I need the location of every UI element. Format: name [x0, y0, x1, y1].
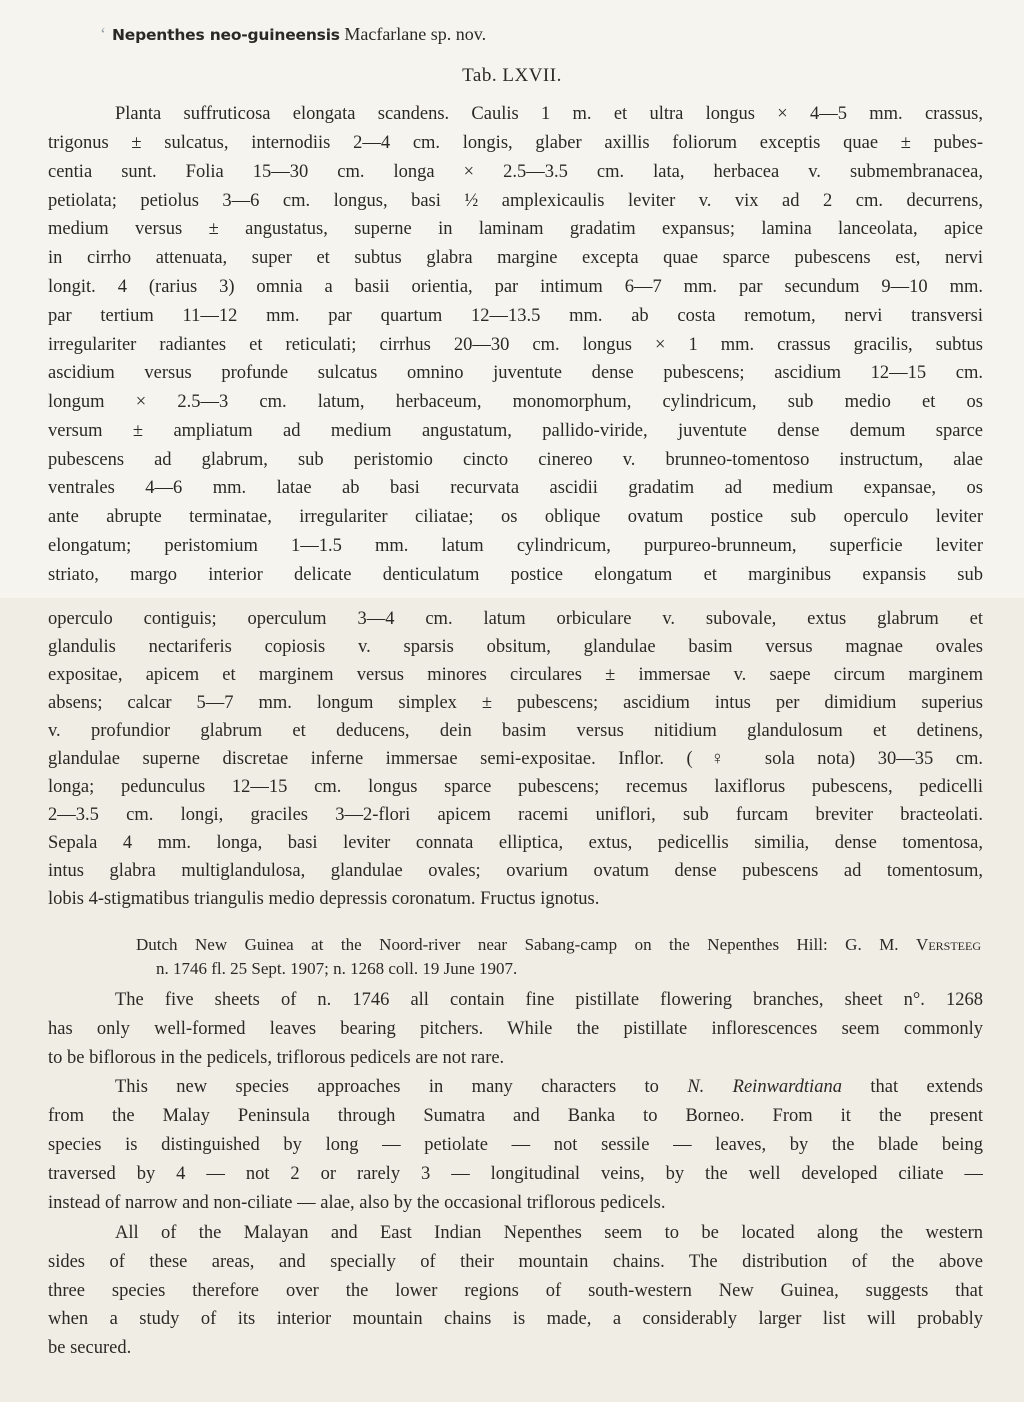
text-line: has only well-formed leaves bearing pitchers. While the pistillate inflorescences seem commonly [48, 1019, 983, 1039]
margin-mark: ‘ [100, 24, 106, 44]
text-line: petiolata; petiolus 3—6 cm. longus, basi ½ amplexicaulis leviter v. vix ad 2 cm. decurrens, [48, 191, 983, 211]
text-line: medium versus ± angustatus, superne in laminam gradatim expansus; lamina lanceolata, apice [48, 219, 983, 239]
text-line: intus glabra multiglandulosa, glandulae ovales; ovarium ovatum dense pubescens ad tomentosum, [48, 861, 983, 881]
text-line: longa; pedunculus 12—15 cm. longus sparce pubescens; recemus laxiflorus pubescens, pedicelli [48, 777, 983, 797]
citation-collector: Versteeg [916, 935, 981, 954]
plate-reference: Tab. LXVII. [462, 65, 562, 86]
text-line: ventrales 4—6 mm. latae ab basi recurvata ascidii gradatim ad medium expansae, os [48, 478, 983, 498]
text-line: trigonus ± sulcatus, internodiis 2—4 cm. longis, glaber axillis foliorum exceptis quae ± pubes- [48, 133, 983, 153]
species-author: Macfarlane sp. nov. [344, 24, 487, 44]
text-line: from the Malay Peninsula through Sumatra and Banka to Borneo. From it the present [48, 1106, 983, 1126]
text-line: longum × 2.5—3 cm. latum, herbaceum, monomorphum, cylindricum, sub medio et os [48, 392, 983, 412]
text-line: lobis 4-stigmatibus triangulis medio depressis coronatum. Fructus ignotus. [48, 889, 600, 909]
text-line: Sepala 4 mm. longa, basi leviter connata elliptica, extus, pedicellis similia, dense tomentosa, [48, 833, 983, 853]
text-line: Planta suffruticosa elongata scandens. Caulis 1 m. et ultra longus × 4—5 mm. crassus, [115, 104, 983, 124]
text-line: elongatum; peristomium 1—1.5 mm. latum cylindricum, purpureo-brunneum, superficie leviter [48, 536, 983, 556]
text-line: All of the Malayan and East Indian Nepenthes seem to be located along the western [115, 1223, 983, 1243]
species-heading [100, 22, 700, 47]
text-line: This new species approaches in many characters to N. Reinwardtiana that extends [115, 1077, 983, 1097]
text-line: longit. 4 (rarius 3) omnia a basii orientia, par intimum 6—7 mm. par secundum 9—10 mm. [48, 277, 983, 297]
text-line: in cirrho attenuata, super et subtus glabra margine excepta quae sparce pubescens est, nervi [48, 248, 983, 268]
text-line: when a study of its interior mountain chains is made, a considerably larger list will probably [48, 1309, 983, 1329]
text-line: par tertium 11—12 mm. par quartum 12—13.5 mm. ab costa remotum, nervi transversi [48, 306, 983, 326]
text-line: irregulariter radiantes et reticulati; cirrhus 20—30 cm. longus × 1 mm. crassus gracilis, subtus [48, 335, 983, 355]
text-line: The five sheets of n. 1746 all contain fine pistillate flowering branches, sheet n°. 1268 [115, 990, 983, 1010]
text-line: expositae, apicem et marginem versus minores circulares ± immersae v. saepe circum marginem [48, 665, 983, 685]
specimen-citation [136, 933, 981, 957]
text-line: species is distinguished by long — petiolate — not sessile — leaves, by the blade being [48, 1135, 983, 1155]
text-line: instead of narrow and non-ciliate — alae, also by the occasional triflorous pedicels. [48, 1193, 666, 1213]
text-line: to be biflorous in the pedicels, triflorous pedicels are not rare. [48, 1048, 505, 1068]
text-line: ascidium versus profunde sulcatus omnino juventute dense pubescens; ascidium 12—15 cm. [48, 363, 983, 383]
text-line: striato, margo interior delicate denticulatum postice elongatum et marginibus expansis sub [48, 565, 983, 585]
text-line: three species therefore over the lower regions of south-western New Guinea, suggests that [48, 1281, 983, 1301]
text-line: traversed by 4 — not 2 or rarely 3 — longitudinal veins, by the well developed ciliate — [48, 1164, 983, 1184]
text-line: be secured. [48, 1338, 132, 1358]
text-line: operculo contiguis; operculum 3—4 cm. latum orbiculare v. subovale, extus glabrum et [48, 609, 983, 629]
text-line: glandulae superne discretae inferne immersae semi-expositae. Inflor. (♀ sola nota) 30—35 cm. [48, 749, 983, 769]
text-line: centia sunt. Folia 15—30 cm. longa × 2.5—3.5 cm. lata, herbacea v. submembranacea, [48, 162, 983, 182]
species-name: Nepenthes neo-guineensis [112, 26, 340, 44]
citation-numbers: n. 1746 fl. 25 Sept. 1907; n. 1268 coll. 19 June 1907. [156, 959, 518, 978]
text-line: pubescens ad glabrum, sub peristomio cincto cinereo v. brunneo-tomentoso instructum, alae [48, 450, 983, 470]
text-line: ante abrupte terminatae, irregulariter ciliatae; os oblique ovatum postice sub operculo leviter [48, 507, 983, 527]
text-line: glandulis nectariferis copiosis v. sparsis obsitum, glandulae basim versus magnae ovales [48, 637, 983, 657]
text-line: 2—3.5 cm. longi, graciles 3—2-flori apicem racemi uniflori, sub furcam breviter bracteolati. [48, 805, 983, 825]
text-line: sides of these areas, and specially of their mountain chains. The distribution of the above [48, 1252, 983, 1272]
citation-locality: Dutch New Guinea at the Noord-river near Sabang-camp on the Nepenthes Hill: G. M. [136, 935, 899, 954]
text-line: versum ± ampliatum ad medium angustatum, pallido-viride, juventute dense demum sparce [48, 421, 983, 441]
text-line: absens; calcar 5—7 mm. longum simplex ± pubescens; ascidium intus per dimidium superius [48, 693, 983, 713]
text-line: v. profundior glabrum et deducens, dein basim versus nitidium glandulosum et detinens, [48, 721, 983, 741]
